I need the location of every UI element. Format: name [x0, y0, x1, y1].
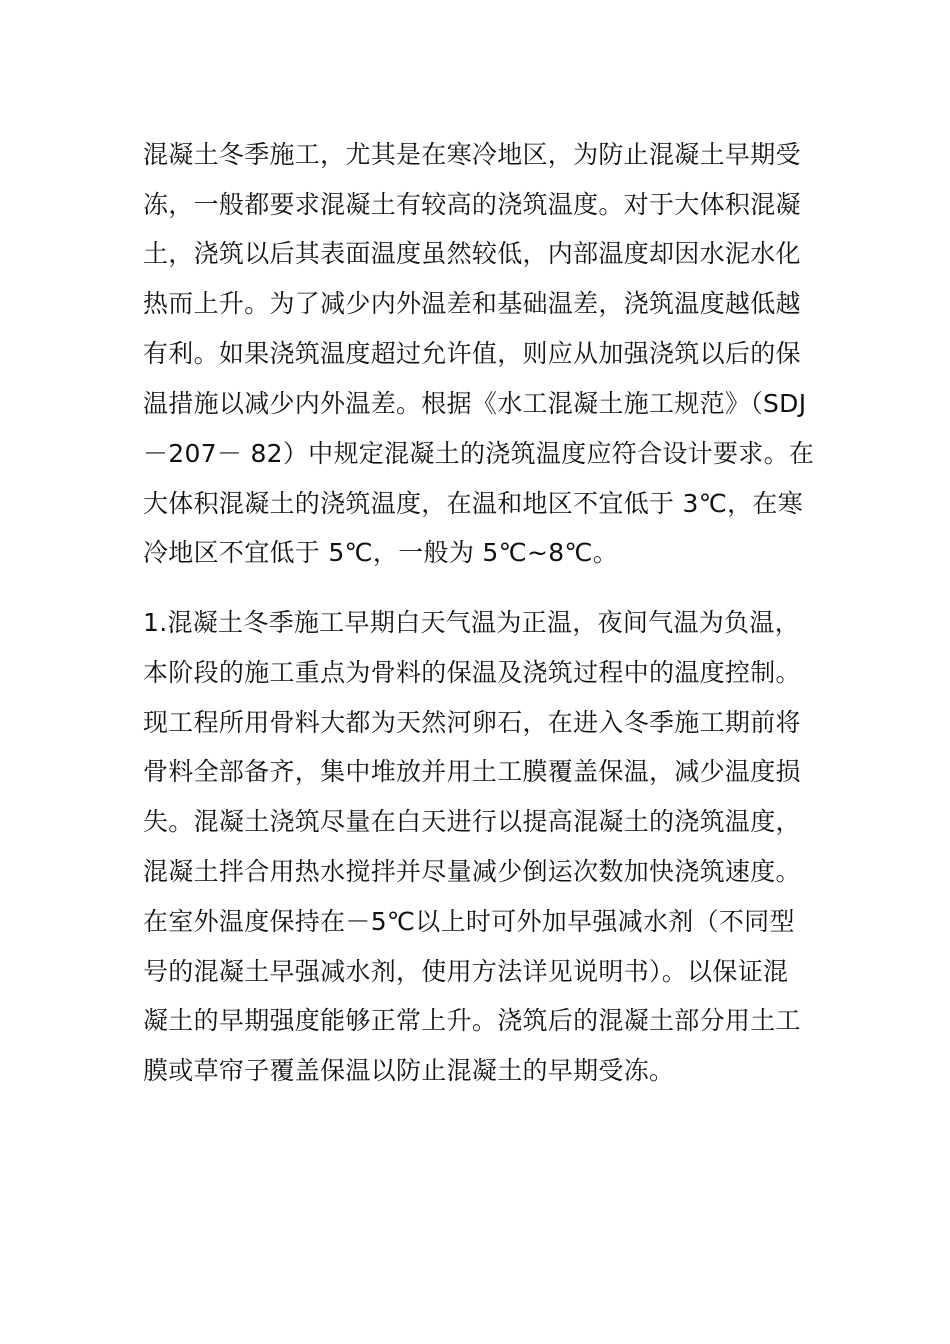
- text-line: 大体积混凝土的浇筑温度，在温和地区不宜低于 3℃，在寒: [143, 489, 804, 518]
- text-line: 膜或草帘子覆盖保温以防止混凝土的早期受冻。: [143, 1056, 675, 1085]
- text-line: 混凝土拌合用热水搅拌并尽量减少倒运次数加快浇筑速度。: [143, 857, 801, 886]
- text-line: －207－ 82）中规定混凝土的浇筑温度应符合设计要求。在: [143, 439, 815, 468]
- text-line: 土，浇筑以后其表面温度虽然较低，内部温度却因水泥水化: [143, 239, 801, 268]
- text-line: 热而上升。为了减少内外温差和基础温差，浇筑温度越低越: [143, 289, 801, 318]
- text-line: 失。混凝土浇筑尽量在白天进行以提高混凝土的浇筑温度，: [143, 807, 801, 836]
- text-line: 骨料全部备齐，集中堆放并用土工膜覆盖保温，减少温度损: [143, 757, 801, 786]
- text-line: 在室外温度保持在－5℃以上时可外加早强减水剂（不同型: [143, 907, 795, 936]
- text-line: 冻，一般都要求混凝土有较高的浇筑温度。对于大体积混凝: [143, 190, 801, 219]
- text-line: 1.混凝土冬季施工早期白天气温为正温，夜间气温为负温，: [143, 608, 800, 637]
- text-line: 冷地区不宜低于 5℃，一般为 5℃~8℃。: [143, 538, 619, 567]
- text-line: 凝土的早期强度能够正常上升。浇筑后的混凝土部分用土工: [143, 1006, 801, 1035]
- text-line: 温措施以减少内外温差。根据《水工混凝土施工规范》（SDJ: [143, 389, 807, 418]
- text-line: 有利。如果浇筑温度超过允许值，则应从加强浇筑以后的保: [143, 339, 801, 368]
- text-line: 本阶段的施工重点为骨料的保温及浇筑过程中的温度控制。: [143, 658, 801, 687]
- text-line: 号的混凝土早强减水剂，使用方法详见说明书）。以保证混: [143, 957, 789, 986]
- text-line: 现工程所用骨料大都为天然河卵石，在进入冬季施工期前将: [143, 708, 801, 737]
- text-line: 混凝土冬季施工，尤其是在寒冷地区，为防止混凝土早期受: [143, 140, 801, 169]
